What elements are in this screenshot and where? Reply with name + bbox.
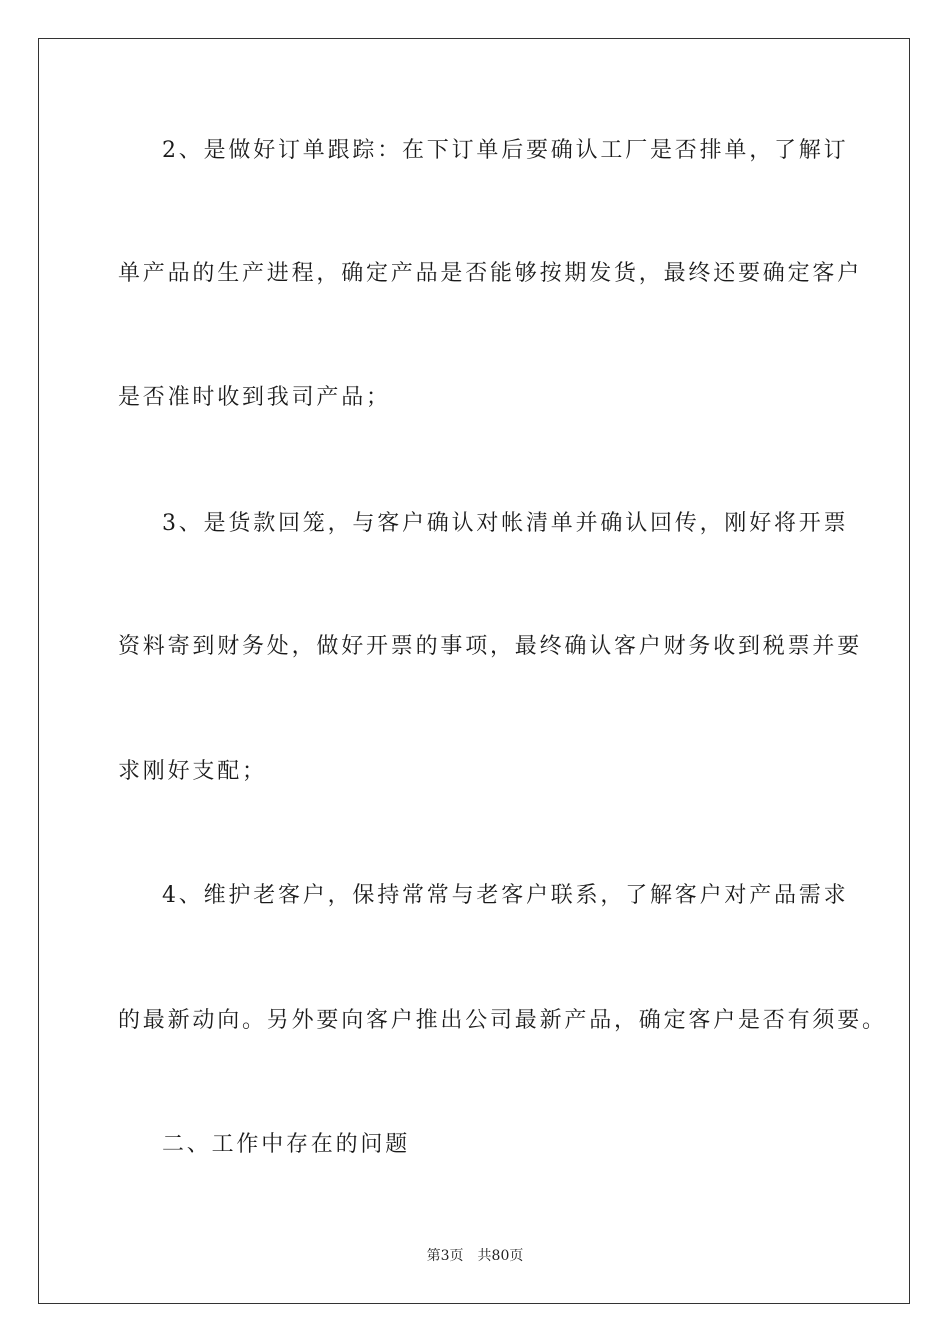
page-footer bbox=[0, 1247, 950, 1265]
paragraph-line: 资料寄到财务处，做好开票的事项，最终确认客户财务收到税票并要 bbox=[118, 634, 863, 659]
page-number: 第3页 bbox=[426, 1248, 464, 1264]
page-frame bbox=[38, 38, 910, 1304]
paragraph-line: 的最新动向。另外要向客户推出公司最新产品，确定客户是否有须要。 bbox=[118, 1008, 887, 1033]
page-total: 共80页 bbox=[477, 1248, 524, 1264]
paragraph-line: 单产品的生产进程，确定产品是否能够按期发货，最终还要确定客户 bbox=[118, 261, 863, 286]
paragraph-line: 求刚好支配； bbox=[118, 759, 267, 784]
paragraph-line: 3、是货款回笼，与客户确认对帐清单并确认回传，刚好将开票 bbox=[162, 511, 849, 536]
paragraph-line: 2、是做好订单跟踪：在下订单后要确认工厂是否排单，了解订 bbox=[162, 138, 849, 163]
paragraph-line: 是否准时收到我司产品； bbox=[118, 385, 391, 410]
section-heading: 二、工作中存在的问题 bbox=[162, 1132, 411, 1157]
paragraph-line: 4、维护老客户，保持常常与老客户联系，了解客户对产品需求 bbox=[162, 883, 849, 908]
